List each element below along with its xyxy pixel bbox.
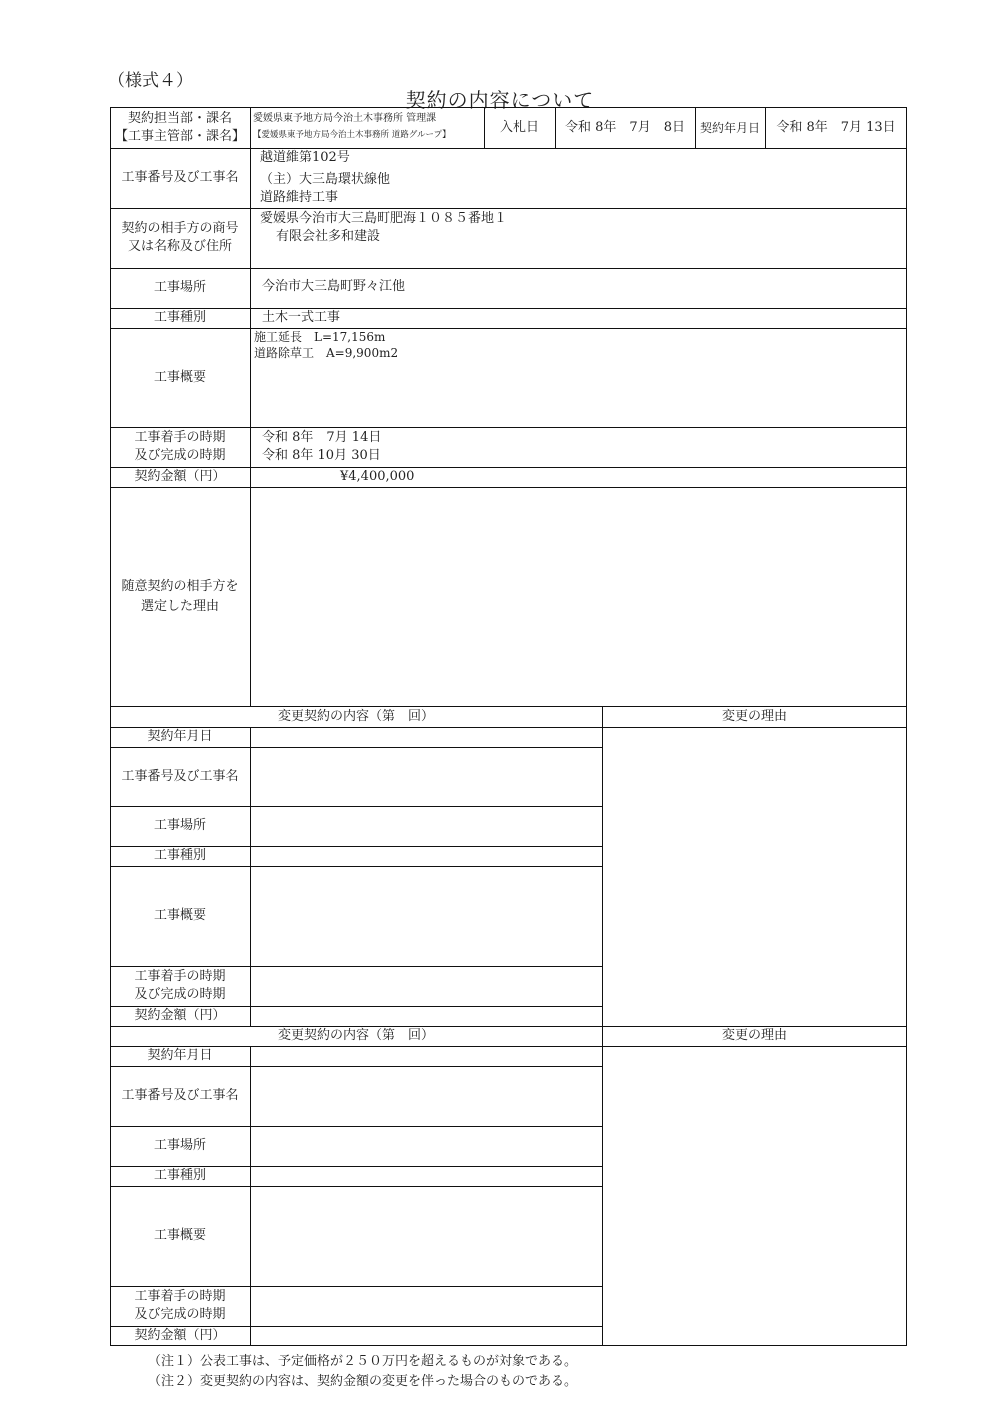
bid-date-value: 令和 8年 7月 8日 (565, 120, 685, 135)
period-label (110, 427, 250, 467)
partner-label (110, 208, 250, 268)
work-number: 越道維第102号 (260, 150, 350, 165)
change1-date-label: 契約年月日 (147, 729, 213, 744)
site-value: 今治市大三島町野々江他 (262, 279, 406, 294)
reason-label (110, 487, 250, 706)
type-label: 工事種別 (153, 310, 206, 325)
dept-value-line2: 【愛媛県東予地方局今治土木事務所 道路グループ】 (253, 130, 451, 140)
change1-type-label: 工事種別 (153, 848, 206, 863)
summary-line2: 道路除草工 A=9,900m2 (254, 346, 399, 360)
summary-value (254, 329, 398, 361)
reason-label-line2: 選定した理由 (140, 598, 219, 614)
partner-value (260, 210, 507, 246)
change2-content-header: 変更契約の内容（第 回） (277, 1028, 434, 1043)
change2-period-label-line1: 工事着手の時期 (134, 1289, 226, 1304)
summary-line1: 施工延長 L=17,156m (254, 330, 386, 344)
contract-date-value: 令和 8年 7月 13日 (776, 120, 896, 135)
period-label-line1: 工事着手の時期 (134, 430, 226, 445)
note-2: （注２）変更契約の内容は、契約金額の変更を伴った場合のものである。 (148, 1374, 578, 1389)
work-number-value (260, 149, 390, 207)
reason-label-line1: 随意契約の相手方を (121, 578, 239, 594)
change2-period-label (110, 1286, 250, 1326)
change2-date-label: 契約年月日 (147, 1048, 213, 1063)
change1-site-label: 工事場所 (153, 818, 206, 833)
change2-work-number-label: 工事番号及び工事名 (121, 1088, 239, 1103)
type-value: 土木一式工事 (262, 310, 341, 325)
work-name-line2: 道路維持工事 (260, 190, 339, 205)
partner-address: 愛媛県今治市大三島町肥海１０８５番地１ (260, 211, 508, 226)
contract-date-label: 契約年月日 (699, 121, 760, 135)
note-1: （注１）公表工事は、予定価格が２５０万円を超えるものが対象である。 (148, 1354, 578, 1369)
change1-amount-label: 契約金額（円） (134, 1008, 226, 1023)
dept-value (253, 110, 485, 143)
change1-period-label (110, 966, 250, 1006)
dept-label (110, 108, 250, 148)
change2-amount-label: 契約金額（円） (134, 1328, 226, 1343)
partner-name: 有限会社多和建設 (276, 229, 381, 244)
period-end: 令和 8年 10月 30日 (262, 448, 381, 463)
page-title: 契約の内容について (405, 88, 595, 112)
period-label-line2: 及び完成の時期 (134, 448, 226, 463)
site-label: 工事場所 (153, 280, 206, 295)
change2-reason-header: 変更の理由 (721, 1028, 787, 1043)
change2-site-label: 工事場所 (153, 1138, 206, 1153)
change1-summary-label: 工事概要 (153, 908, 206, 923)
amount-label: 契約金額（円） (134, 469, 226, 484)
change1-content-header: 変更契約の内容（第 回） (277, 708, 434, 724)
change1-reason-header: 変更の理由 (721, 708, 787, 724)
change2-summary-label: 工事概要 (153, 1228, 206, 1243)
dept-label-line2: 【工事主管部・課名】 (114, 129, 245, 144)
summary-label: 工事概要 (153, 369, 206, 385)
bid-date-label: 入札日 (499, 120, 539, 135)
change1-work-number-label: 工事番号及び工事名 (121, 768, 239, 784)
dept-label-line1: 契約担当部・課名 (127, 111, 232, 126)
form-number-label: （様式４） (108, 71, 193, 91)
change1-period-label-line1: 工事着手の時期 (134, 969, 226, 984)
work-number-label: 工事番号及び工事名 (121, 170, 239, 185)
partner-label-line1: 契約の相手方の商号 (121, 221, 239, 236)
amount-value: ¥4,400,000 (340, 469, 415, 484)
period-start: 令和 8年 7月 14日 (262, 430, 382, 445)
work-name-line1: （主）大三島環状線他 (260, 172, 391, 187)
change2-period-label-line2: 及び完成の時期 (134, 1307, 226, 1322)
period-value (262, 429, 381, 465)
dept-value-line1: 愛媛県東予地方局今治土木事務所 管理課 (253, 113, 437, 124)
change1-period-label-line2: 及び完成の時期 (134, 987, 226, 1002)
partner-label-line2: 又は名称及び住所 (127, 239, 232, 254)
change2-type-label: 工事種別 (153, 1168, 206, 1183)
